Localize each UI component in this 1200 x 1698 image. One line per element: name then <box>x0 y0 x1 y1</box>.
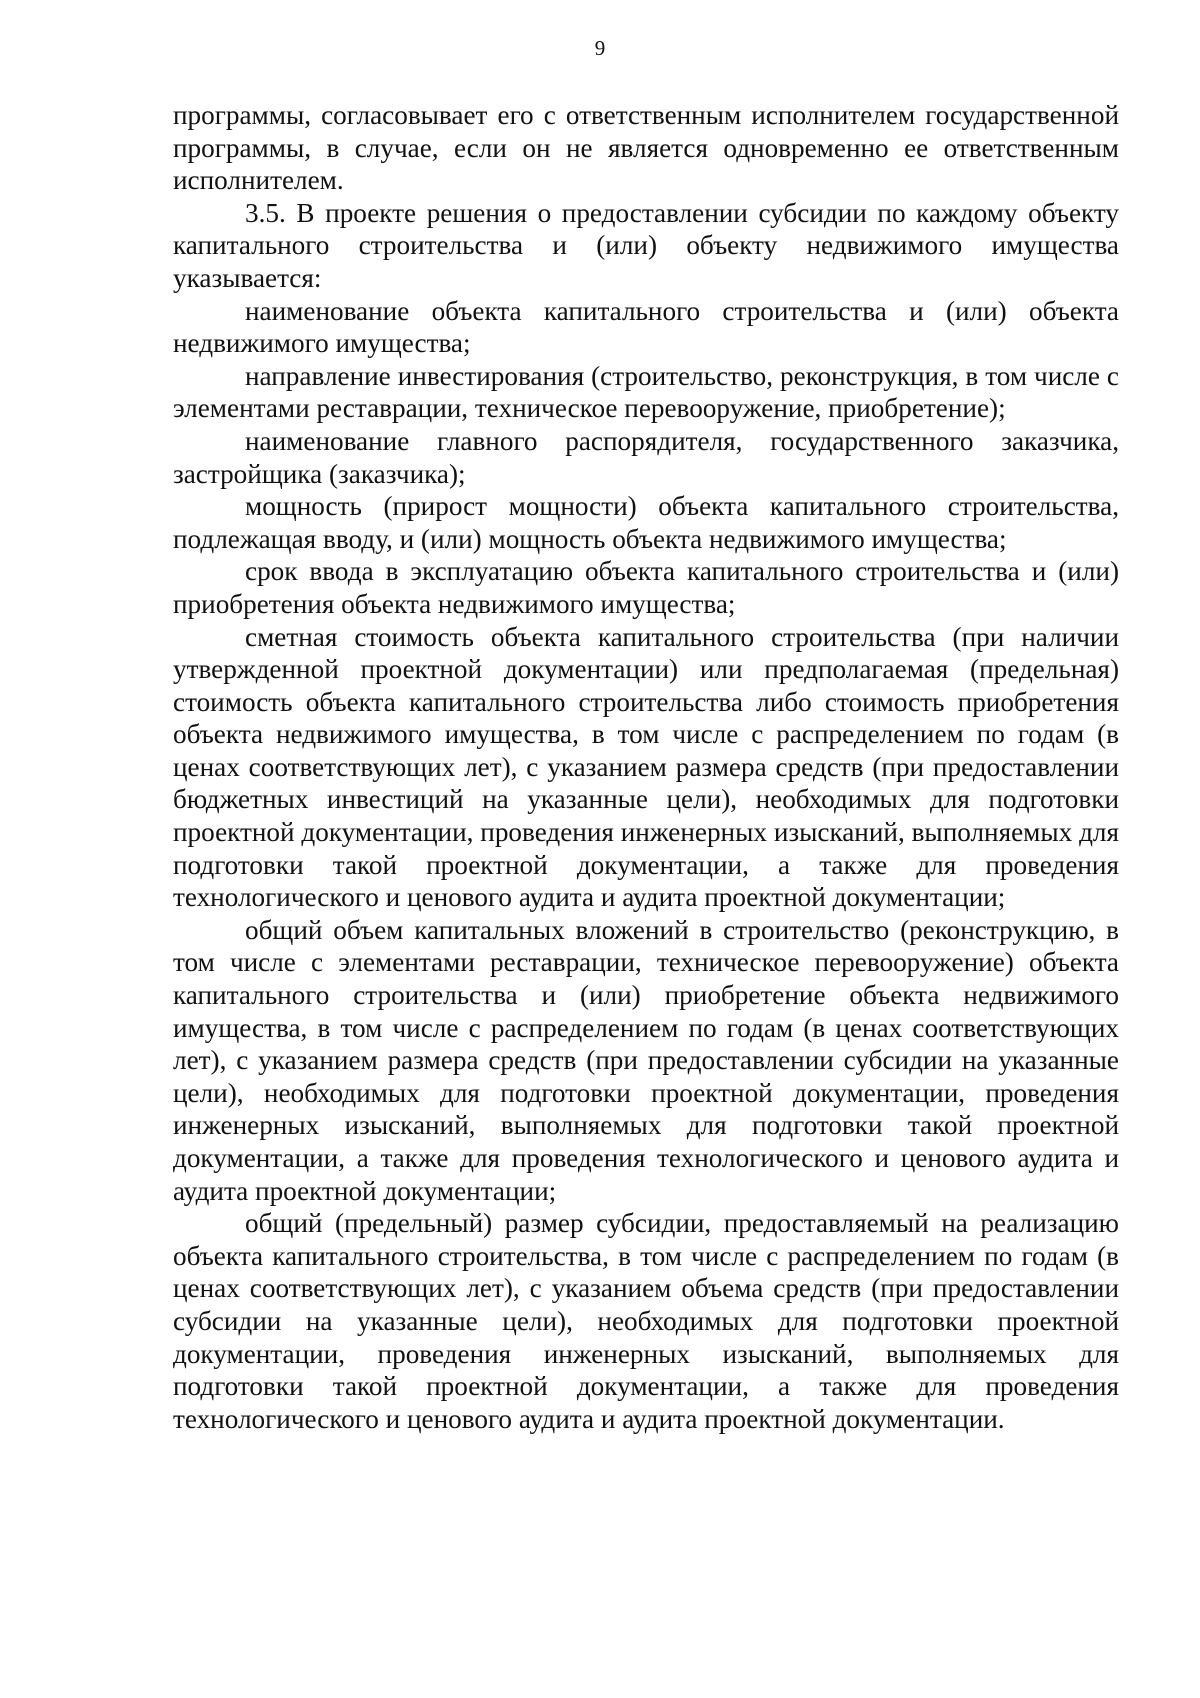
list-item-subsidy-amount: общий (предельный) размер субсидии, предоставляемый на реализацию объекта капитального строительства, в том числе с распределением по годам (в ценах соответствующих лет), с указанием объема средств (при предоставлении субсидии на указанные цели), необходимых для подготовки проектной документации, проведения инженерных изысканий, выполняемых для подготовки такой проектной документации, а также для проведения технологического и ценового аудита и аудита проектной документации. <box>173 1208 1119 1434</box>
list-item-estimated-cost: сметная стоимость объекта капитального строительства (при наличии утвержденной проектной документации) или предполагаемая (предельная) стоимость объекта капитального строительства либо стоимость приобретения объекта недвижимого имущества, в том числе с распределением по годам (в ценах соответствующих лет), с указанием размера средств (при предоставлении бюджетных инвестиций на указанные цели), необходимых для подготовки проектной документации, проведения инженерных изысканий, выполняемых для подготовки такой проектной документации, а также для проведения технологического и ценового аудита и аудита проектной документации; <box>173 621 1119 913</box>
paragraph-continuation: программы, согласовывает его с ответственным исполнителем государственной программы, в случае, если он не является одновременно ее ответственным исполнителем. <box>173 100 1119 196</box>
document-body <box>173 99 1119 1435</box>
list-item-object-name: наименование объекта капитального строительства и (или) объекта недвижимого имущества; <box>173 295 1119 359</box>
list-item-commissioning-date: срок ввода в эксплуатацию объекта капитального строительства и (или) приобретения объекта недвижимого имущества; <box>173 556 1119 619</box>
list-item-investment-direction: направление инвестирования (строительство, реконструкция, в том числе с элементами реставрации, техническое перевооружение, приобретение); <box>173 360 1119 424</box>
page-number: 9 <box>594 36 606 60</box>
list-item-chief-administrator: наименование главного распорядителя, государственного заказчика, застройщика (заказчика); <box>173 425 1119 489</box>
paragraph-clause-3-5: 3.5. В проекте решения о предоставлении субсидии по каждому объекту капитального строительства и (или) объекту недвижимого имущества указывается: <box>173 197 1119 293</box>
list-item-total-investment: общий объем капитальных вложений в строительство (реконструкцию, в том числе с элементами реставрации, техническое перевооружение) объекта капитального строительства и (или) приобретение объекта недвижимого имущества, в том числе с распределением по годам (в ценах соответствующих лет), с указанием размера средств (при предоставлении субсидии на указанные цели), необходимых для подготовки проектной документации, проведения инженерных изысканий, выполняемых для подготовки такой проектной документации, а также для проведения технологического и ценового аудита и аудита проектной документации; <box>173 914 1119 1206</box>
list-item-capacity: мощность (прирост мощности) объекта капитального строительства, подлежащая вводу, и (или) мощность объекта недвижимого имущества; <box>173 491 1119 554</box>
